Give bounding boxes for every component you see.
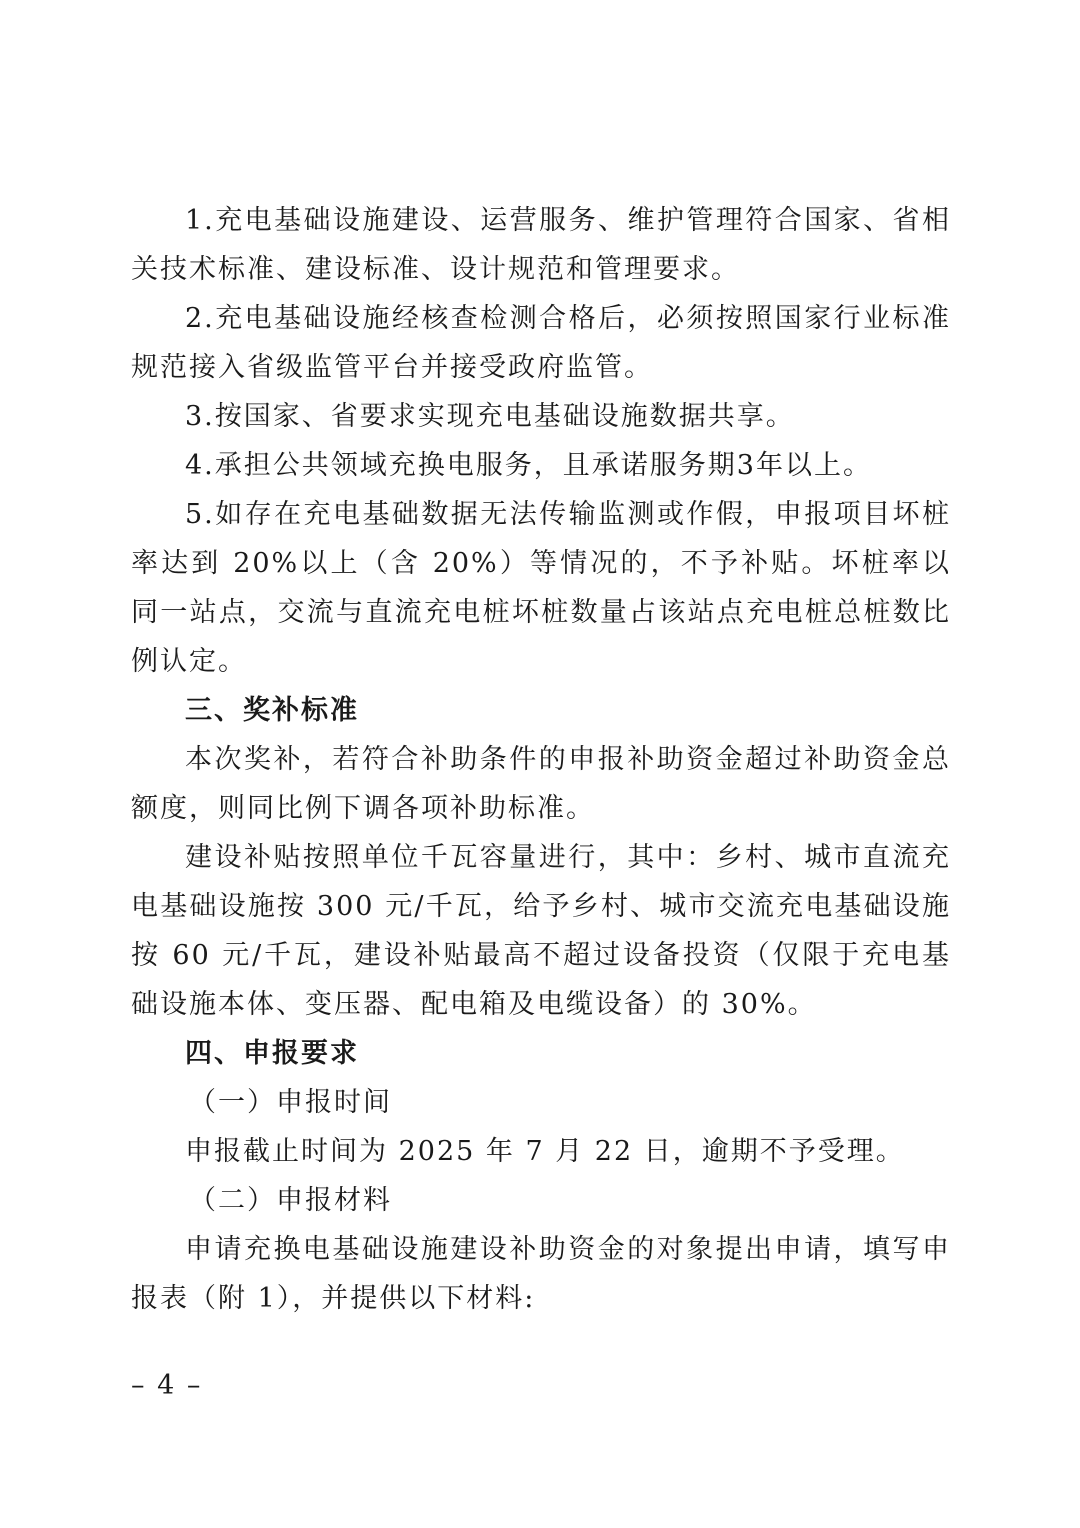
application-deadline-paragraph: 申报截止时间为 2025 年 7 月 22 日，逾期不予受理。	[185, 1136, 905, 1167]
condition-item-4: 4.承担公共领域充换电服务，且承诺服务期3年以上。	[185, 450, 872, 481]
subsection-heading-application-materials: （二）申报材料	[189, 1185, 392, 1216]
section-heading-subsidy-standard: 三、奖补标准	[185, 695, 359, 726]
section-heading-application-requirements: 四、申报要求	[185, 1038, 359, 1069]
condition-item-3: 3.按国家、省要求实现充电基础设施数据共享。	[185, 401, 795, 432]
application-materials-paragraph: 申请充换电基础设施建设补助资金的对象提出申请，填写申报表（附 1），并提供以下材料:	[131, 1234, 951, 1314]
subsidy-paragraph-2: 建设补贴按照单位千瓦容量进行，其中：乡村、城市直流充电基础设施按 300 元/千瓦，给予乡村、城市交流充电基础设施按 60 元/千瓦，建设补贴最高不超过设备投资（仅限于充电基础设施本体、变压器、配电箱及电缆设备）的 30%。	[131, 842, 951, 1020]
condition-item-5: 5.如存在充电基础数据无法传输监测或作假，申报项目坏桩率达到 20%以上（含 20%）等情况的，不予补贴。坏桩率以同一站点，交流与直流充电桩坏桩数量占该站点充电桩总桩数比例认定。	[131, 499, 951, 677]
subsidy-paragraph-1: 本次奖补，若符合补助条件的申报补助资金超过补助资金总额度，则同比例下调各项补助标准。	[131, 744, 951, 824]
document-body	[131, 196, 951, 1323]
page-number: – 4 –	[131, 1370, 203, 1401]
condition-item-1: 1.充电基础设施建设、运营服务、维护管理符合国家、省相关技术标准、建设标准、设计规范和管理要求。	[131, 205, 951, 285]
subsection-heading-application-time: （一）申报时间	[189, 1087, 392, 1118]
condition-item-2: 2.充电基础设施经核查检测合格后，必须按照国家行业标准规范接入省级监管平台并接受政府监管。	[131, 303, 951, 383]
